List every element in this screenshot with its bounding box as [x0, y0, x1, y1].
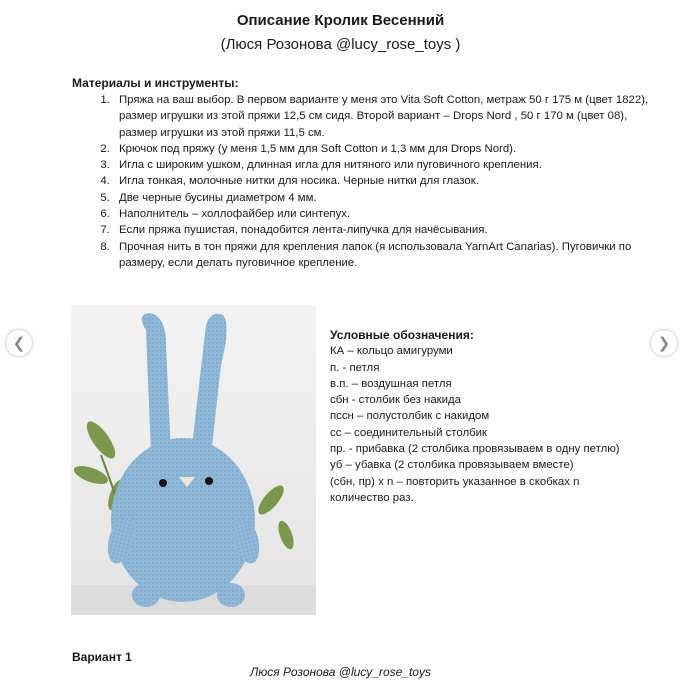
next-button[interactable] [651, 330, 677, 356]
list-item: 7. Если пряжа пушистая, понадобится лента-липучка для начёсывания. [113, 222, 663, 238]
legend-row: КА – кольцо амигуруми [330, 345, 453, 358]
footer-credit: Люся Розонова @lucy_rose_toys [249, 665, 432, 679]
chevron-right-icon: ❯ [657, 335, 671, 352]
legend-row: п. - петля [330, 361, 380, 374]
legend-row: (сбн, пр) х n – повторить указанное в скобках n количество раз. [330, 475, 580, 504]
list-item: 8. Прочная нить в тон пряжи для крепления лапок (я использовала YarnArt Canarias). Пуговички по размеру, если делать пуговичное крепление. [113, 239, 663, 272]
list-item: 6. Наполнитель – холлофайбер или синтепух. [113, 206, 663, 222]
list-item: 4. Игла тонкая, молочные нитки для носика. Черные нитки для глазок. [113, 173, 663, 189]
list-item: 3. Игла с широким ушком, длинная игла для нитяного или пуговичного крепления. [113, 157, 663, 173]
legend-row: сбн - столбик без накида [330, 394, 462, 407]
bunny-photo [71, 305, 316, 615]
materials-list [80, 92, 663, 271]
materials-heading: Материалы и инструменты: [72, 76, 239, 90]
variant-label: Вариант 1 [72, 650, 132, 664]
list-item: 2. Крючок под пряжу (у меня 1,5 мм для Soft Cotton и 1,3 мм для Drops Nord). [113, 141, 663, 157]
page-subtitle: (Люся Розонова @lucy_rose_toys ) [220, 36, 461, 53]
legend-heading: Условные обозначения: [330, 328, 474, 342]
prev-button[interactable] [6, 330, 32, 356]
legend-row: пссн – полустолбик с накидом [330, 410, 490, 423]
legend-row: сс – соединительный столбик [330, 426, 487, 439]
list-item: 1. Пряжа на ваш выбор. В первом варианте у меня это Vita Soft Cotton, метраж 50 г 175 м (цвет 1822), размер игрушки из этой пряжи 12,5 см сидя. Второй вариант – Drops Nord , 50 г 170 м (цвет 08), размер игрушки из этой пряжи 11,5 см. [113, 92, 663, 141]
list-item: 5. Две черные бусины диаметром 4 мм. [113, 190, 663, 206]
legend-row: пр. - прибавка (2 столбика провязываем в одну петлю) [330, 443, 620, 456]
legend-row: в.п. – воздушная петля [330, 377, 452, 390]
legend-block [330, 327, 630, 506]
chevron-left-icon: ❮ [12, 335, 26, 352]
legend-row: уб – убавка (2 столбика провязываем вместе) [330, 459, 574, 472]
page-title: Описание Кролик Весенний [236, 12, 445, 29]
